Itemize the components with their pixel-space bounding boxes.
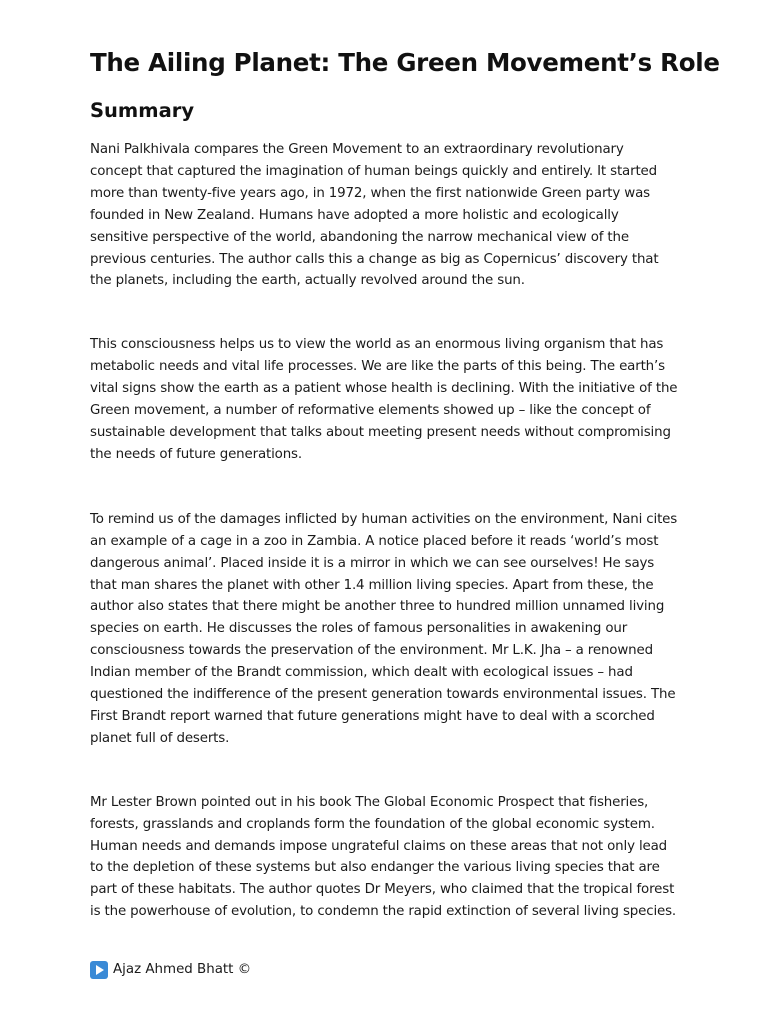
- section-heading: Summary: [90, 99, 195, 122]
- paragraph-3: To remind us of the damages inflicted by human activities on the environment, Nani cites an example of a cage in a zoo in Zambia. A notice placed before it reads ‘world’s most dangerous animal’. Placed inside it is a mirror in which we can see ourselves! He says that man shares the planet with other 1.4 million living species. Apart from these, the author also states that there might be another three to hundred million unnamed living species on earth. He discusses the roles of famous personalities in awakening our consciousness towards the preservation of the environment. Mr L.K. Jha – a renowned Indian member of the Brandt commission, which dealt with ecological issues – had questioned the indifference of the present generation towards environmental issues. The First Brandt report warned that future generations might have to deal with a scorched planet full of deserts.: [90, 511, 678, 746]
- author-credit: [90, 960, 678, 980]
- paragraph-2: This consciousness helps us to view the world as an enormous living organism that has metabolic needs and vital life processes. We are like the parts of this being. The earth’s vital signs show the earth as a patient whose health is declining. With the initiative of the Green movement, a number of reformative elements showed up – like the concept of sustainable development that talks about meeting present needs without compromising the needs of future generations.: [90, 337, 678, 462]
- page-title: The Ailing Planet: The Green Movement’s Role: [90, 48, 720, 77]
- author-credit-text: Ajaz Ahmed Bhatt ©: [113, 962, 252, 978]
- paragraph-4: Mr Lester Brown pointed out in his book The Global Economic Prospect that fisheries, forests, grasslands and croplands form the foundation of the global economic system. Human needs and demands impose ungrateful claims on these areas that not only lead to the depletion of these systems but also endanger the various living species that are part of these habitats. The author quotes Dr Meyers, who claimed that the tropical forest is the powerhouse of evolution, to condemn the rapid extinction of several living species.: [90, 794, 677, 920]
- document-page: [90, 44, 720, 980]
- paragraph-1: Nani Palkhivala compares the Green Movement to an extraordinary revolutionary concept that captured the imagination of human beings quickly and entirely. It started more than twenty-five years ago, in 1972, when the first nationwide Green party was founded in New Zealand. Humans have adopted a more holistic and ecologically sensitive perspective of the world, abandoning the narrow mechanical view of the previous centuries. The author calls this a change as big as Copernicus’ discovery that the planets, including the earth, actually revolved around the sun.: [90, 142, 659, 289]
- play-button-icon: [90, 961, 108, 979]
